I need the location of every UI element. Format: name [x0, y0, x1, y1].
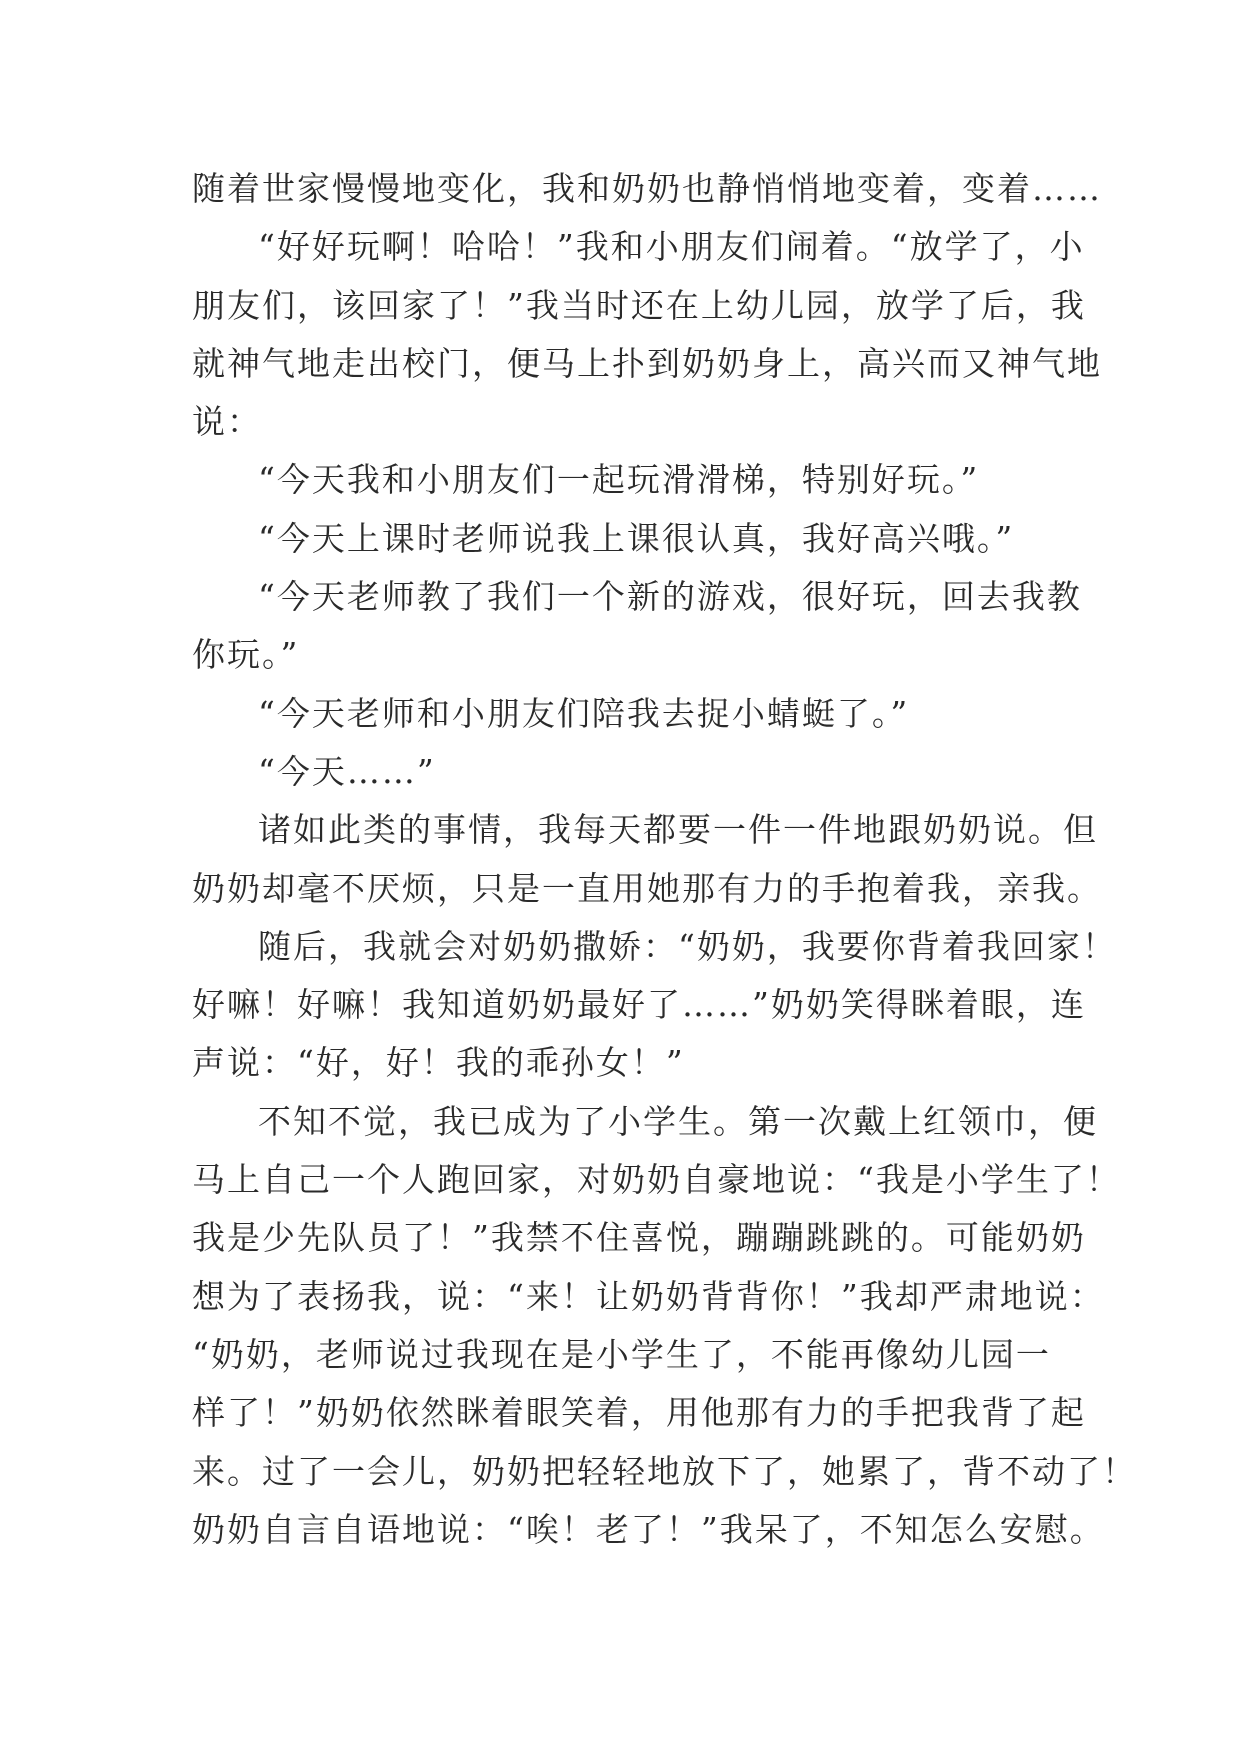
text-line: “今天我和小朋友们一起玩滑滑梯，特别好玩。”	[258, 460, 980, 500]
text-line: 朋友们，该回家了！”我当时还在上幼儿园，放学了后，我	[192, 285, 1086, 325]
text-line: “今天老师教了我们一个新的游戏，很好玩，回去我教	[258, 577, 1082, 617]
text-line: 不知不觉，我已成为了小学生。第一次戴上红领巾，便	[258, 1101, 1098, 1141]
text-line: 好嘛！好嘛！我知道奶奶最好了……”奶奶笑得眯着眼，连	[192, 985, 1086, 1025]
text-line: 你玩。”	[192, 635, 300, 675]
text-line: “今天老师和小朋友们陪我去捉小蜻蜓了。”	[258, 693, 910, 733]
text-line: “今天……”	[258, 751, 436, 791]
text-line: 我是少先队员了！”我禁不住喜悦，蹦蹦跳跳的。可能奶奶	[192, 1218, 1086, 1258]
text-line: 来。过了一会儿，奶奶把轻轻地放下了，她累了，背不动了！	[192, 1451, 1137, 1491]
text-line: 诸如此类的事情，我每天都要一件一件地跟奶奶说。但	[258, 810, 1098, 850]
text-line: 样了！”奶奶依然眯着眼笑着，用他那有力的手把我背了起	[192, 1393, 1086, 1433]
text-line: 马上自己一个人跑回家，对奶奶自豪地说：“我是小学生了！	[192, 1160, 1121, 1200]
text-line: 随着世家慢慢地变化，我和奶奶也静悄悄地变着，变着……	[192, 169, 1102, 208]
text-line: 奶奶自言自语地说：“唉！老了！”我呆了，不知怎么安慰。	[192, 1509, 1105, 1549]
essay-text	[192, 160, 1137, 1559]
text-line: 声说：“好，好！我的乖孙女！”	[192, 1043, 685, 1083]
text-line: 就神气地走出校门，便马上扑到奶奶身上，高兴而又神气地	[192, 343, 1102, 383]
text-line: 说：	[192, 402, 262, 442]
text-line: “奶奶，老师说过我现在是小学生了，不能再像幼儿园一	[192, 1334, 1051, 1374]
text-line: 想为了表扬我，说：“来！让奶奶背背你！”我却严肃地说：	[192, 1276, 1105, 1316]
text-line: “好好玩啊！哈哈！”我和小朋友们闹着。“放学了，小	[258, 227, 1085, 267]
text-line: 随后，我就会对奶奶撒娇：“奶奶，我要你背着我回家！	[258, 926, 1117, 966]
text-line: “今天上课时老师说我上课很认真，我好高兴哦。”	[258, 518, 1015, 558]
text-line: 奶奶却毫不厌烦，只是一直用她那有力的手抱着我，亲我。	[192, 868, 1102, 908]
